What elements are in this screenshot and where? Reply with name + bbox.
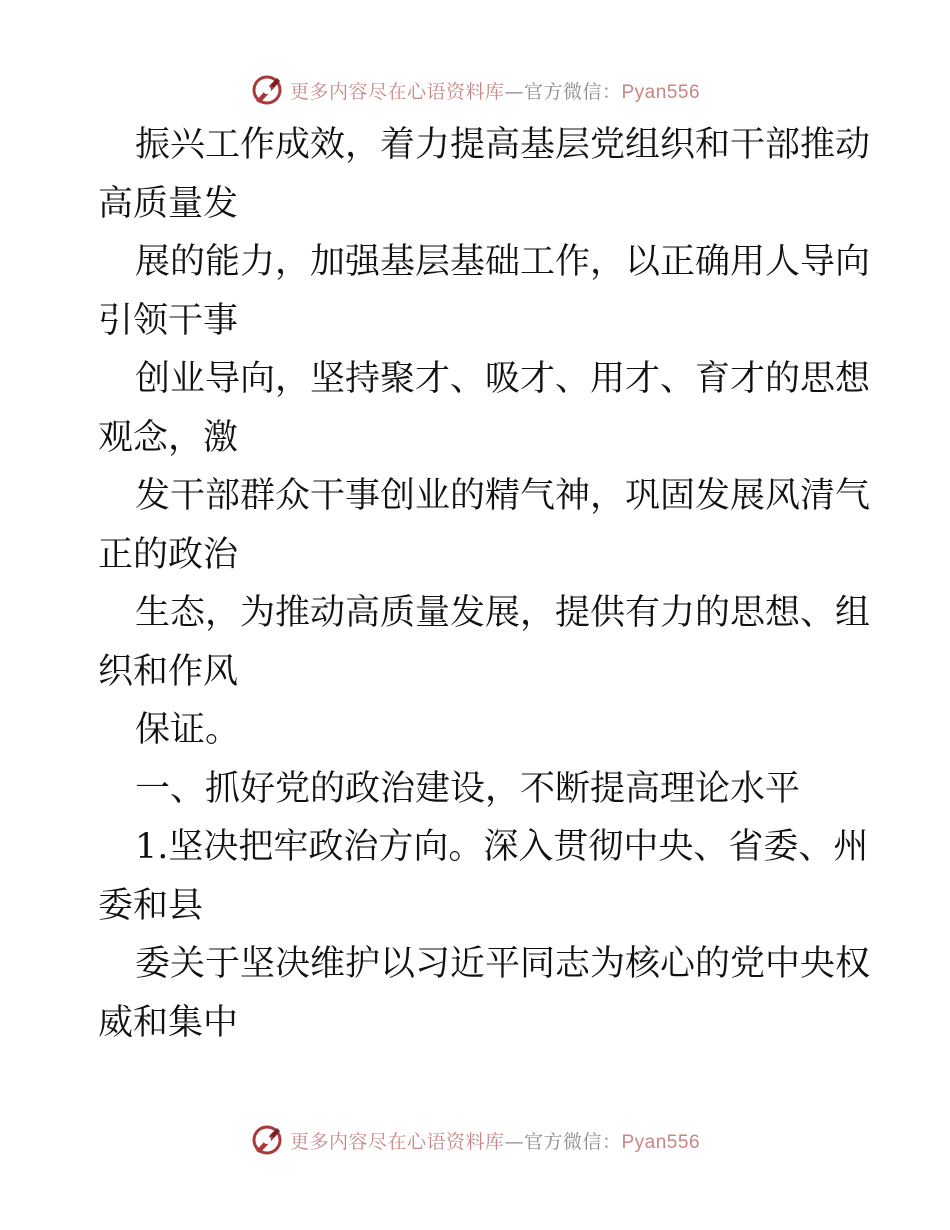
body-line: 1.坚决把牢政治方向。深入贯彻中央、省委、州	[135, 827, 869, 867]
pen-logo-icon	[250, 73, 284, 107]
body-line: 保证。	[135, 710, 241, 750]
footer-banner-account: Pyan556	[621, 1131, 701, 1153]
body-line: 威和集中	[98, 1002, 239, 1043]
header-banner-label: 官方微信：	[523, 80, 622, 103]
body-line: 生态，为推动高质量发展，提供有力的思想、组	[135, 593, 871, 633]
body-line: 展的能力，加强基层基础工作，以正确用人导向	[135, 242, 871, 282]
footer-banner	[0, 1120, 950, 1160]
pen-logo-icon	[250, 1123, 284, 1157]
header-banner-text	[290, 77, 700, 104]
header-banner-slogan: 更多内容尽在心语资料库	[289, 80, 505, 103]
header-banner	[0, 70, 950, 110]
body-line: 高质量发	[98, 183, 239, 224]
body-line: 织和作风	[98, 651, 239, 692]
body-line: 观念，激	[98, 417, 239, 458]
header-banner-dash: —	[504, 80, 524, 103]
body-line: 正的政治	[98, 534, 239, 575]
footer-banner-text	[290, 1127, 700, 1154]
body-line: 创业导向，坚持聚才、吸才、用才、育才的思想	[135, 359, 871, 399]
footer-banner-dash: —	[504, 1130, 524, 1153]
footer-banner-label: 官方微信：	[523, 1130, 622, 1153]
section-heading: 一、抓好党的政治建设，不断提高理论水平	[135, 768, 801, 809]
body-line: 委关于坚决维护以习近平同志为核心的党中央权	[135, 944, 871, 984]
body-line: 委和县	[98, 885, 204, 926]
body-line: 引领干事	[98, 300, 239, 341]
body-line: 振兴工作成效，着力提高基层党组织和干部推动	[135, 125, 871, 165]
footer-banner-slogan: 更多内容尽在心语资料库	[289, 1130, 505, 1153]
body-line: 发干部群众干事创业的精气神，巩固发展风清气	[135, 476, 871, 516]
document-body	[98, 116, 871, 1052]
header-banner-account: Pyan556	[621, 81, 701, 103]
